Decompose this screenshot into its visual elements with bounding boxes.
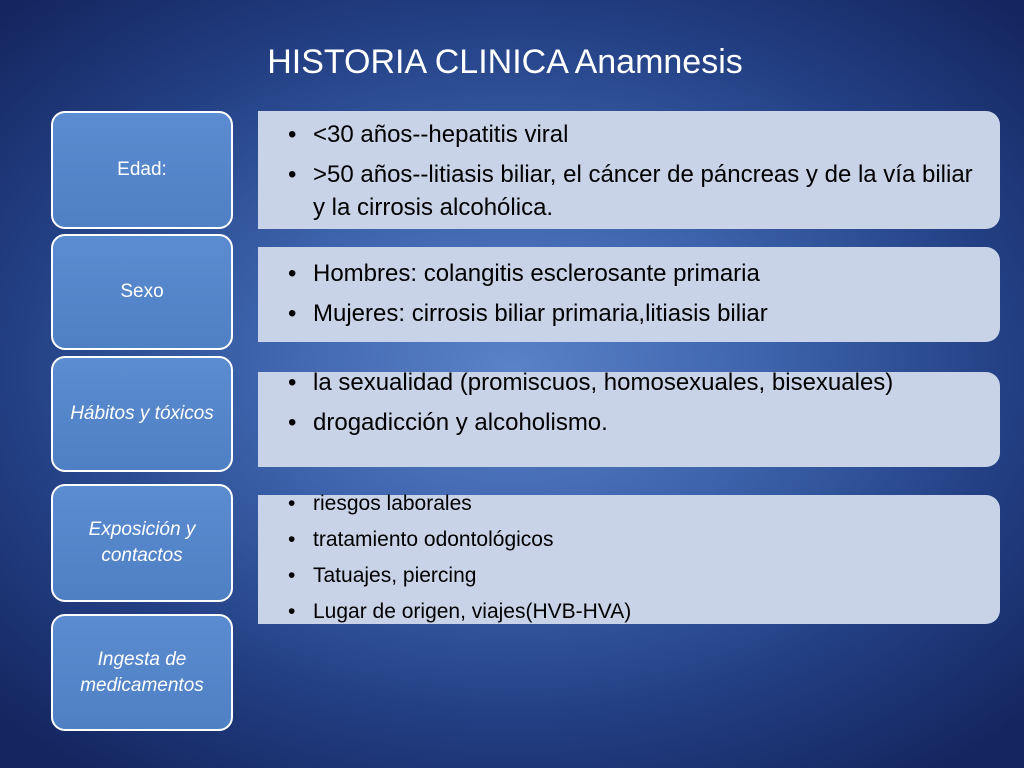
label-ingesta-text: Ingesta de medicamentos xyxy=(80,648,204,696)
habitos-list xyxy=(288,366,980,439)
list-item: • la sexualidad (promiscuos, homosexuales, bisexuales) xyxy=(288,366,980,399)
content-sexo xyxy=(258,247,1000,342)
list-item: • Mujeres: cirrosis biliar primaria,litiasis biliar xyxy=(288,297,980,330)
list-item: • riesgos laborales xyxy=(288,489,980,518)
edad-list xyxy=(288,118,980,224)
content-edad-panel xyxy=(258,111,1000,229)
list-item: • Hombres: colangitis esclerosante primaria xyxy=(288,257,980,290)
slide-title: HISTORIA CLINICA Anamnesis xyxy=(267,43,743,81)
sexo-list xyxy=(288,257,980,330)
label-sexo-text: Sexo xyxy=(120,281,164,302)
label-exposicion xyxy=(51,484,233,602)
list-item: • >50 años--litiasis biliar, el cáncer de páncreas y de la vía biliar y la cirrosis alcohólica. xyxy=(288,158,980,224)
label-habitos-text: Hábitos y tóxicos xyxy=(70,403,214,424)
label-exposicion-text: Exposición y contactos xyxy=(88,519,196,566)
exposicion-list xyxy=(288,489,980,626)
list-item: • <30 años--hepatitis viral xyxy=(288,118,980,151)
content-exposicion xyxy=(258,492,1000,624)
list-item: • Lugar de origen, viajes(HVB-HVA) xyxy=(288,597,980,626)
label-edad xyxy=(51,111,233,229)
label-sexo xyxy=(51,234,233,350)
list-item: • drogadicción y alcoholismo. xyxy=(288,406,980,439)
label-edad-text: Edad: xyxy=(117,159,167,180)
list-item: • tratamiento odontológicos xyxy=(288,525,980,554)
label-habitos xyxy=(51,356,233,472)
list-item: • Tatuajes, piercing xyxy=(288,561,980,590)
content-habitos xyxy=(258,369,1000,467)
label-ingesta xyxy=(51,614,233,731)
